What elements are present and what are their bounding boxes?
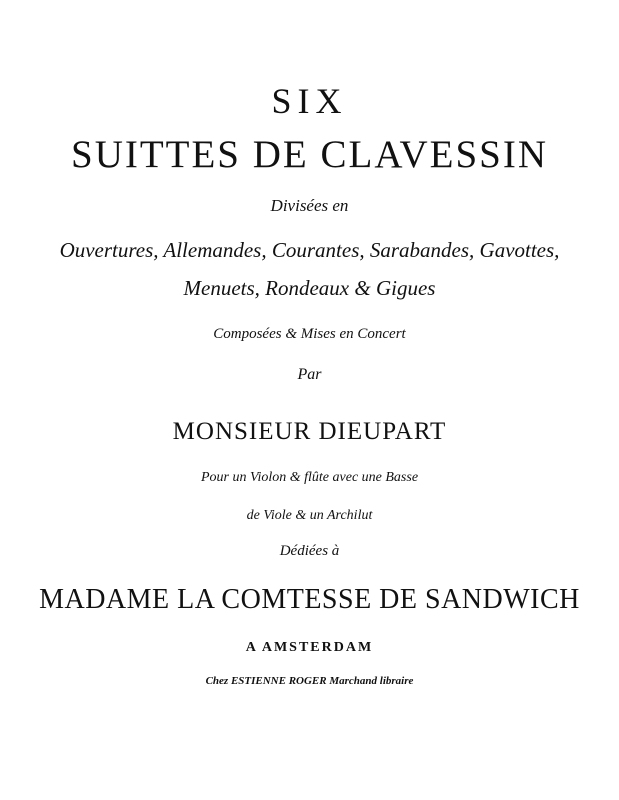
composer-name: MONSIEUR DIEUPART <box>172 418 447 445</box>
publisher-imprint: Chez ESTIENNE ROGER Marchand libraire <box>205 675 414 687</box>
instrumentation-line-2: de Viole & un Archilut <box>246 508 373 523</box>
subtitle-divisees: Divisées en <box>270 196 349 215</box>
title-main: SUITTES DE CLAVESSIN <box>71 133 548 176</box>
dance-types-line-2: Menuets, Rondeaux & Gigues <box>183 276 436 300</box>
dedicatee-name: MADAME LA COMTESSE DE SANDWICH <box>39 584 580 615</box>
dedication-line: Dédiées à <box>279 543 340 559</box>
instrumentation-line-1: Pour un Violon & flûte avec une Basse <box>200 470 419 485</box>
title-number: SIX <box>271 81 348 121</box>
composed-line: Composées & Mises en Concert <box>213 326 406 342</box>
publication-place: A AMSTERDAM <box>245 640 374 655</box>
dance-types-line-1: Ouvertures, Allemandes, Courantes, Sarabandes, Gavottes, <box>59 238 560 262</box>
by-line: Par <box>297 366 322 383</box>
